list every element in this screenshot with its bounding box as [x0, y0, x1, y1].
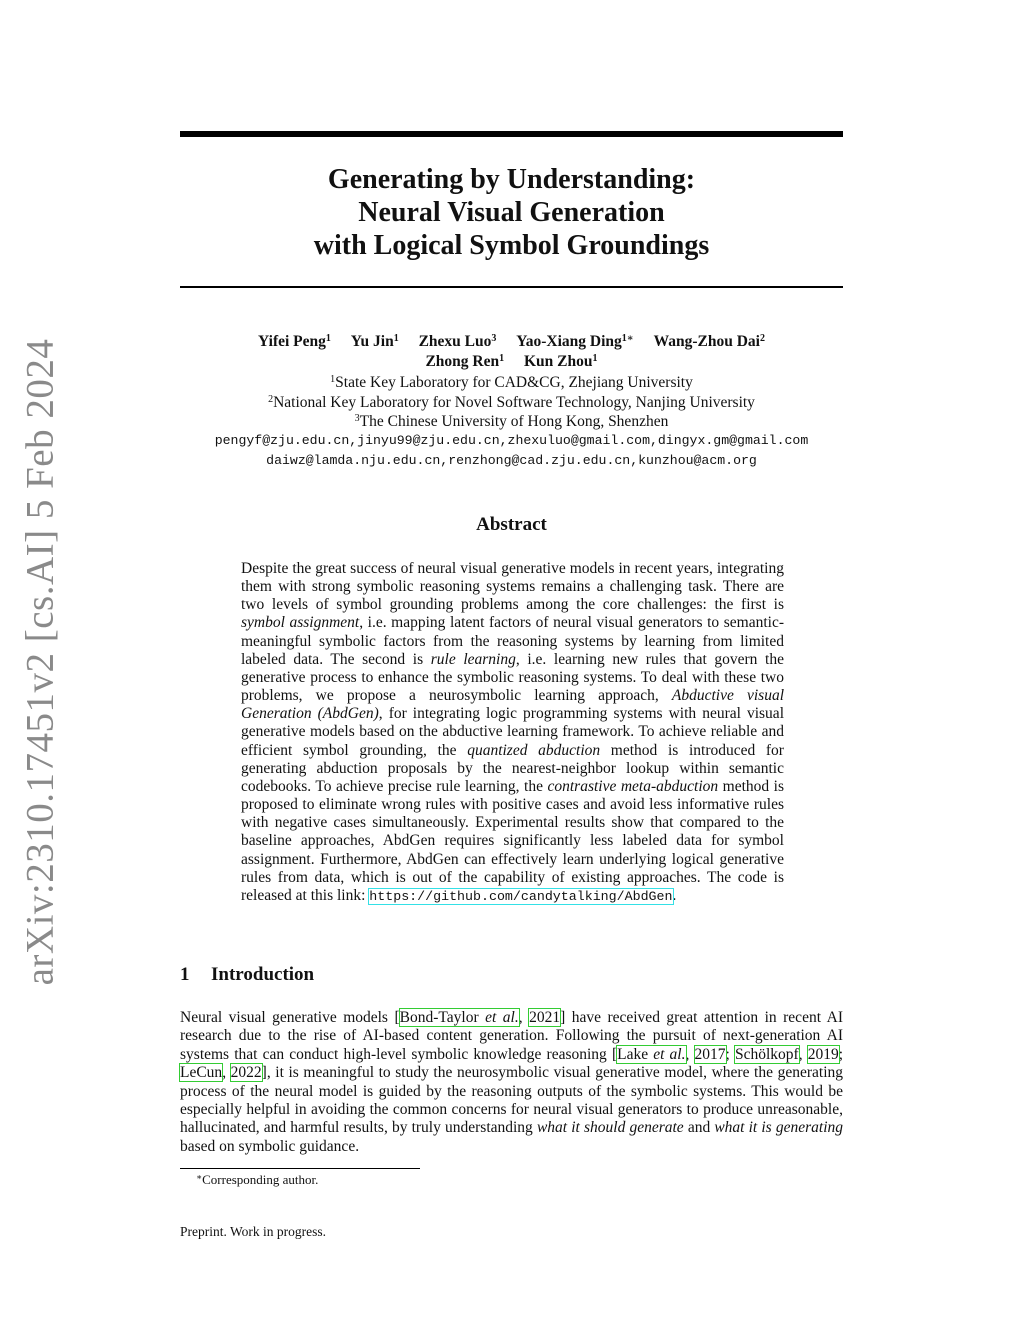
- section-title: Introduction: [211, 964, 315, 985]
- section-number: 1: [180, 964, 190, 985]
- citation-scholkopf[interactable]: Schölkopf: [734, 1045, 799, 1063]
- email-line-1: pengyf@zju.edu.cn,jinyu99@zju.edu.cn,zhexuluo@gmail.com,dingyx.gm@gmail.com: [214, 433, 809, 448]
- introduction-paragraph: Neural visual generative models [Bond-Taylor et al., 2021] have received great attention in recent AI research due to the rise of AI-based content generation. Following the pursuit of next-generation AI systems that can conduct high-level symbolic knowledge reasoning [Lake et al., 2017; Schölkopf, 2019; LeCun, 2022], it is meaningful to study the neurosymbolic visual generative model, where the generating process of the neural model is guided by the reasoning outputs of the symbolic systems. This would be especially helpful in avoiding the common concerns for neural visual generators to produce unreasonable, hallucinated, and harmful results, by truly understanding what it should generate and what it is generating based on symbolic guidance.: [180, 1009, 844, 1155]
- citation-bond-taylor[interactable]: Bond-Taylor et al.: [399, 1009, 519, 1026]
- citation-lake[interactable]: Lake et al.: [617, 1045, 686, 1063]
- affiliation: $^1$State Key Laboratory for CAD&CG, Zhejiang University: [330, 374, 693, 391]
- author: Yifei Peng$^1$: [258, 333, 331, 350]
- footnote-rule: [180, 1168, 420, 1169]
- page-footer: Preprint. Work in progress.: [180, 1224, 327, 1239]
- citation-year-link[interactable]: 2021: [529, 1009, 561, 1026]
- title-line-3: with Logical Symbol Groundings: [313, 230, 710, 261]
- author: Zhong Ren$^1$: [425, 353, 505, 370]
- arxiv-identifier-stamp: arXiv:2310.17451v2 [cs.AI] 5 Feb 2024: [18, 338, 62, 986]
- author: Yu Jin$^1$: [350, 333, 399, 350]
- section-heading-introduction: [180, 964, 843, 986]
- author-row-1: [180, 332, 843, 352]
- title-bottom-rule: [180, 286, 843, 288]
- title-top-rule: [180, 131, 843, 137]
- citation-year-link[interactable]: 2017: [694, 1045, 726, 1063]
- code-repository-link[interactable]: https://github.com/candytalking/AbdGen: [369, 888, 673, 904]
- citation-year-link[interactable]: 2022: [230, 1064, 262, 1082]
- email-line-2: daiwz@lamda.nju.edu.cn,renzhong@cad.zju.edu.cn,kunzhou@acm.org: [266, 452, 757, 468]
- author-row-2: [180, 352, 843, 372]
- author: Wang-Zhou Dai$^2$: [653, 333, 765, 350]
- title-line-2: Neural Visual Generation: [358, 197, 665, 228]
- paper-title: [180, 163, 843, 262]
- abstract-heading: Abstract: [476, 514, 547, 535]
- affiliation: $^2$National Key Laboratory for Novel Software Technology, Nanjing University: [268, 393, 755, 411]
- affiliation: $^3$The Chinese University of Hong Kong, Shenzhen: [354, 413, 669, 430]
- footnote: ∗Corresponding author.: [196, 1172, 319, 1187]
- citation-year-link[interactable]: 2019: [807, 1045, 839, 1063]
- title-line-1: Generating by Understanding:: [327, 164, 696, 195]
- affiliation-list: [180, 373, 843, 432]
- citation-lecun[interactable]: LeCun: [180, 1064, 223, 1082]
- author: Kun Zhou$^1$: [524, 353, 598, 370]
- abstract-text: Despite the great success of neural visual generative models in recent years, integrating them with strong symbolic reasoning systems remains a challenging task. There are two levels of symbol grounding problems among the core challenges: the first is symbol assignment, i.e. mapping latent factors of neural visual generators to semantic-meaningful symbolic factors from the reasoning systems by learning from limited labeled data. The second is rule learning, i.e. learning new rules that govern the generative process to enhance the symbolic reasoning systems. To deal with these two problems, we propose a neurosymbolic learning approach, Abductive visual Generation (AbdGen), for integrating logic programming systems with neural visual generative models based on the abductive learning framework. To achieve reliable and efficient symbol grounding, the quantized abduction method is introduced for generating abduction proposals by the nearest-neighbor lookup within semantic codebooks. To achieve precise rule learning, the contrastive meta-abduction method is proposed to eliminate wrong rules with positive cases and avoid less informative rules with negative cases simultaneously. Experimental results show that compared to the baseline approaches, AbdGen requires significantly less labeled data for symbol assignment. Furthermore, AbdGen can effectively learn underlying logical generative rules from data, which is out of the capability of existing approaches. The code is released at this link: https://github.com/candytalking/AbdGen.: [241, 560, 785, 904]
- author-emails: [160, 431, 863, 470]
- author: Yao-Xiang Ding$^{1∗}$: [516, 333, 634, 350]
- author: Zhexu Luo$^3$: [418, 333, 497, 350]
- author-list: [180, 332, 843, 372]
